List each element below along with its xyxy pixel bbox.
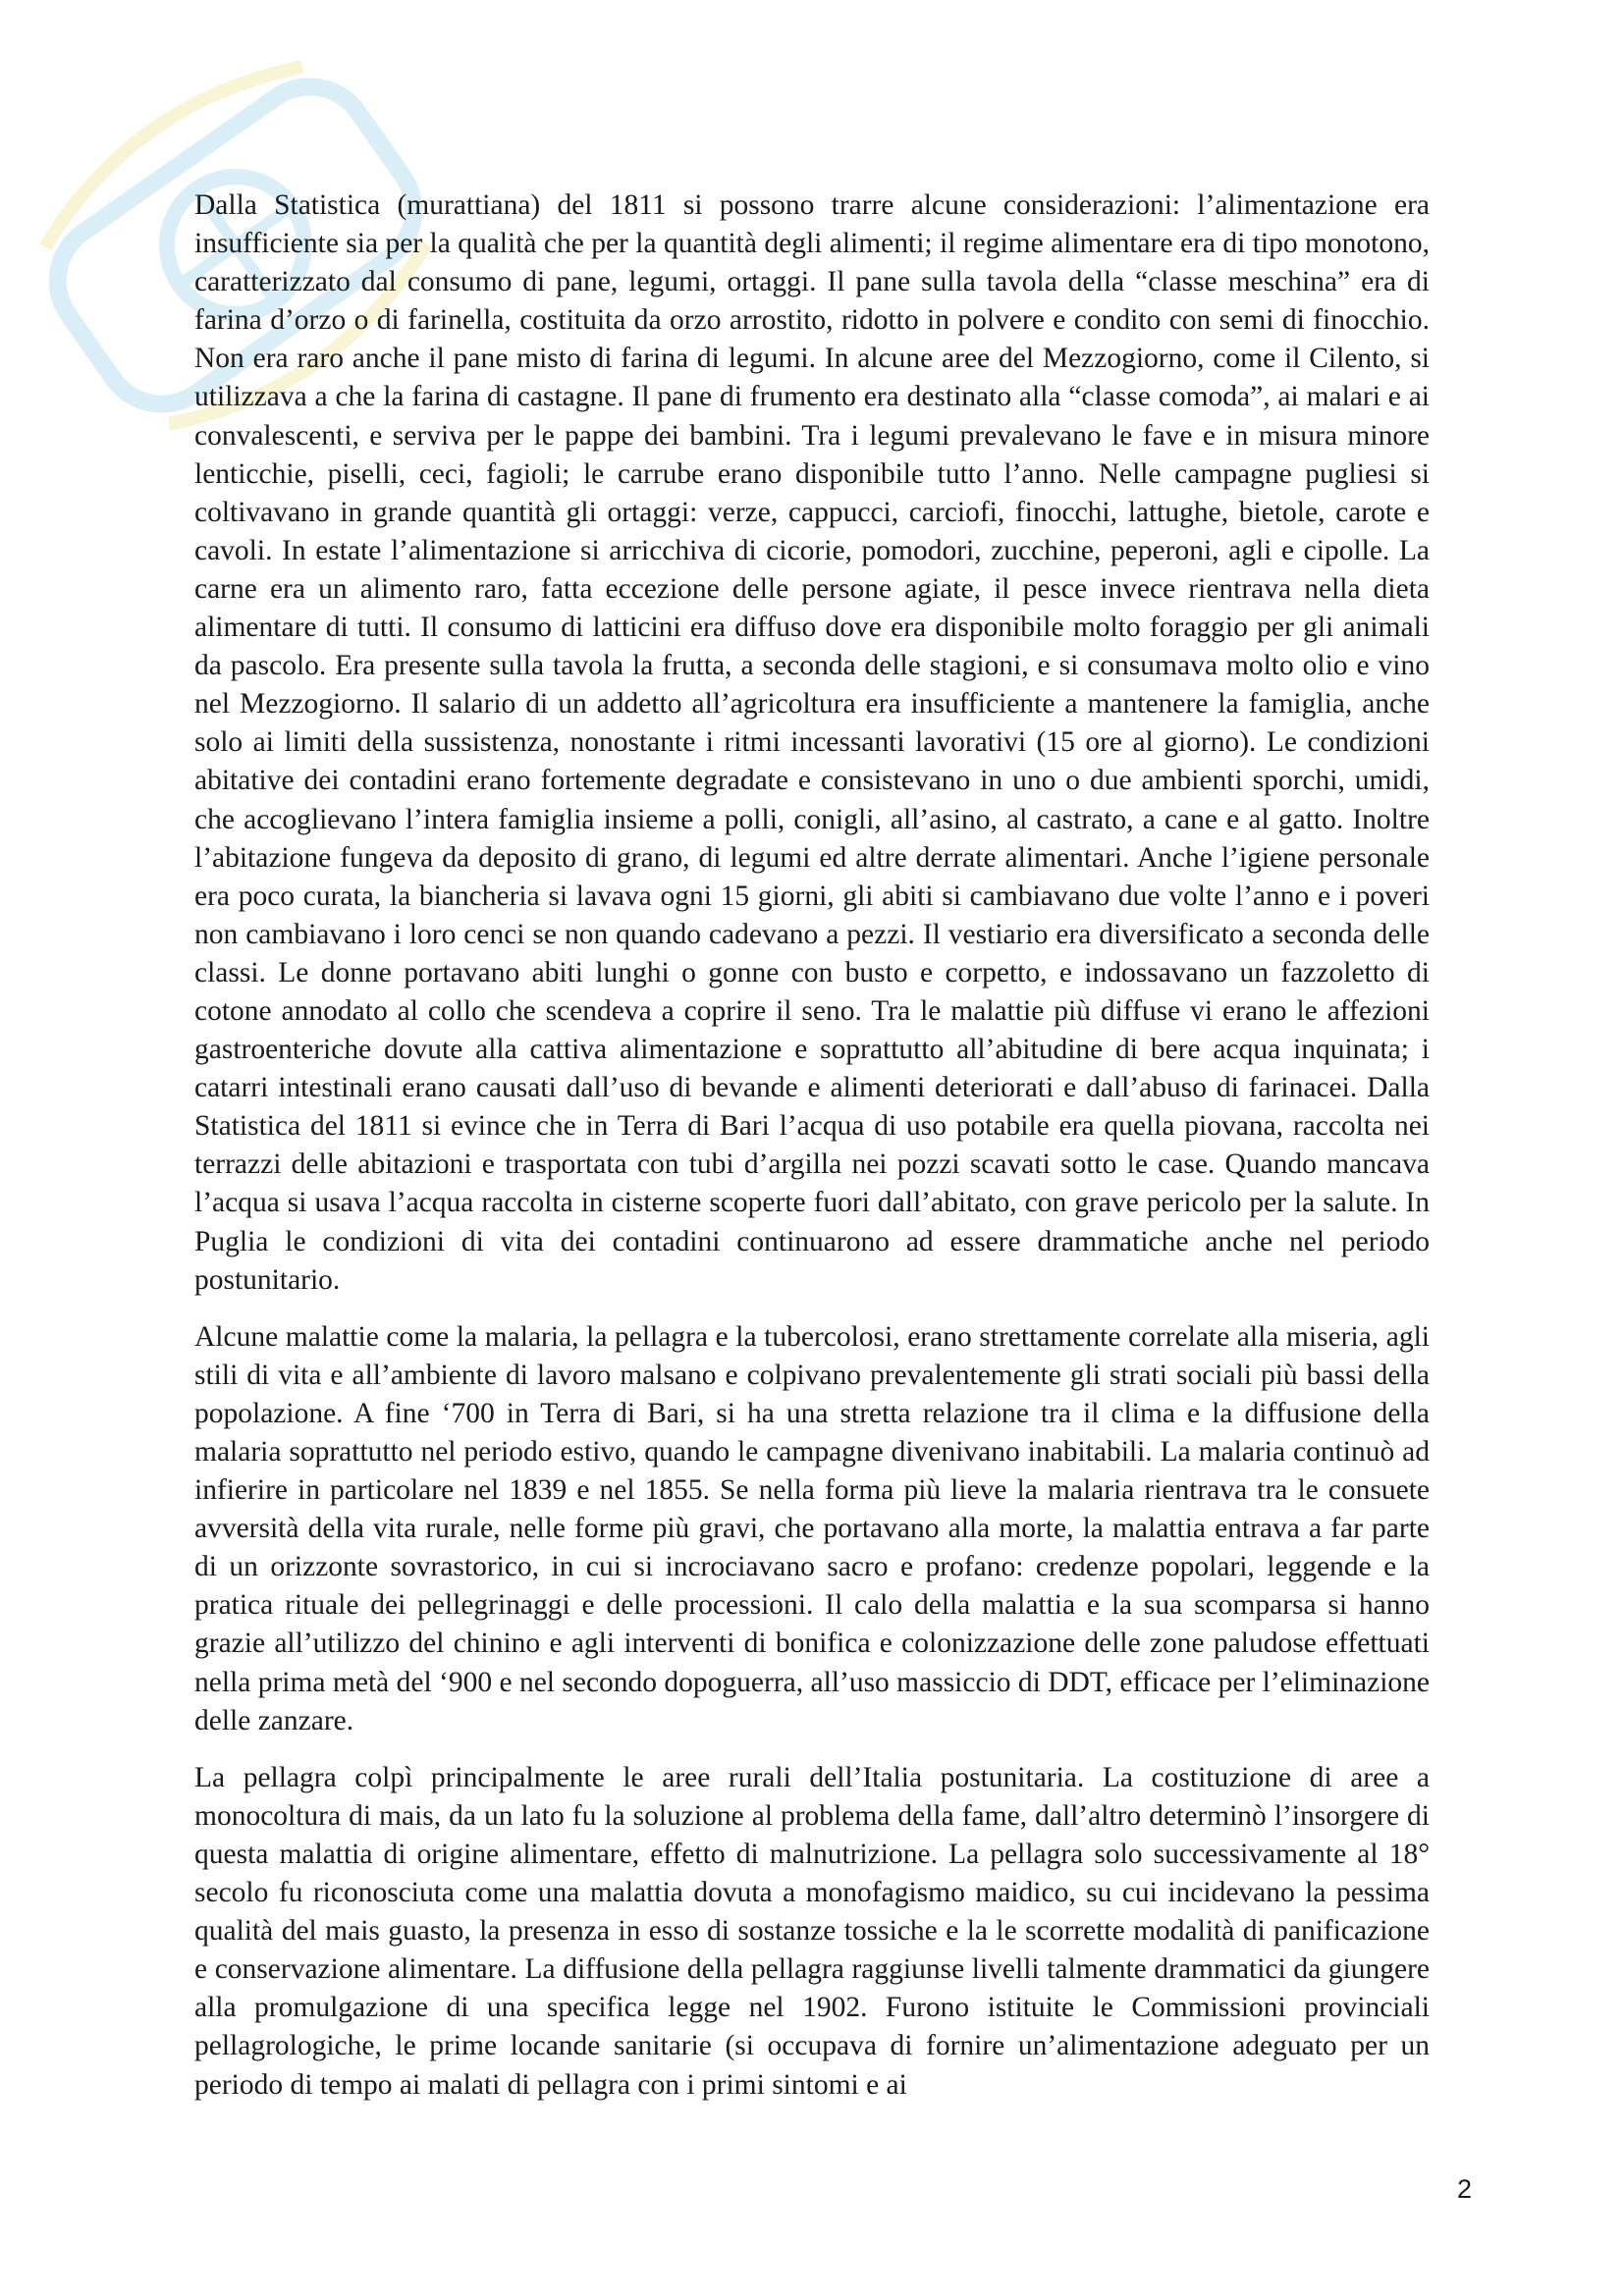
paragraph-1: Dalla Statistica (murattiana) del 1811 si possono trarre alcune considerazioni: l’alimentazione era insufficiente sia per la qualità che per la quantità degli alimenti; il regime alimentare era di tipo monotono, caratterizzato dal consumo di pane, legumi, ortaggi. Il pane sulla tavola della “classe meschina” era di farina d’orzo o di farinella, costituita da orzo arrostito, ridotto in polvere e condito con semi di finocchio. Non era raro anche il pane misto di farina di legumi. In alcune aree del Mezzogiorno, come il Cilento, si utilizzava a che la farina di castagne. Il pane di frumento era destinato alla “classe comoda”, ai malari e ai convalescenti, e serviva per le pappe dei bambini. Tra i legumi prevalevano le fave e in misura minore lenticchie, piselli, ceci, fagioli; le carrube erano disponibile tutto l’anno. Nelle campagne pugliesi si coltivavano in grande quantità gli ortaggi: verze, cappucci, carciofi, finocchi, lattughe, bietole, carote e cavoli. In estate l’alimentazione si arricchiva di cicorie, pomodori, zucchine, peperoni, agli e cipolle. La carne era un alimento raro, fatta eccezione delle persone agiate, il pesce invece rientrava nella dieta alimentare di tutti. Il consumo di latticini era diffuso dove era disponibile molto foraggio per gli animali da pascolo. Era presente sulla tavola la frutta, a seconda delle stagioni, e si consumava molto olio e vino nel Mezzogiorno. Il salario di un addetto all’agricoltura era insufficiente a mantenere la famiglia, anche solo ai limiti della sussistenza, nonostante i ritmi incessanti lavorativi (15 ore al giorno). Le condizioni abitative dei contadini erano fortemente degradate e consistevano in uno o due ambienti sporchi, umidi, che accoglievano l’intera famiglia insieme a polli, conigli, all’asino, al castrato, a cane e al gatto. Inoltre l’abitazione fungeva da deposito di grano, di legumi ed altre derrate alimentari. Anche l’igiene personale era poco curata, la biancheria si lavava ogni 15 giorni, gli abiti si cambiavano due volte l’anno e i poveri non cambiavano i loro cenci se non quando cadevano a pezzi. Il vestiario era diversificato a seconda delle classi. Le donne portavano abiti lunghi o gonne con busto e corpetto, e indossavano un fazzoletto di cotone annodato al collo che scendeva a coprire il seno. Tra le malattie più diffuse vi erano le affezioni gastroenteriche dovute alla cattiva alimentazione e soprattutto all’abitudine di bere acqua inquinata; i catarri intestinali erano causati dall’uso di bevande e alimenti deteriorati e dall’abuso di farinacei. Dalla Statistica del 1811 si evince che in Terra di Bari l’acqua di uso potabile era quella piovana, raccolta nei terrazzi delle abitazioni e trasportata con tubi d’argilla nei pozzi scavati sotto le case. Quando mancava l’acqua si usava l’acqua raccolta in cisterne scoperte fuori dall’abitato, con grave pericolo per la salute. In Puglia le condizioni di vita dei contadini continuarono ad essere drammatiche anche nel periodo postunitario.	[194, 189, 1430, 1296]
page-number: 2	[1456, 2174, 1472, 2204]
paragraph-3: La pellagra colpì principalmente le aree rurali dell’Italia postunitaria. La costituzione di aree a monocoltura di mais, da un lato fu la soluzione al problema della fame, dall’altro determinò l’insorgere di questa malattia di origine alimentare, effetto di malnutrizione. La pellagra solo successivamente al 18° secolo fu riconosciuta come una malattia dovuta a monofagismo maidico, su cui incidevano la pessima qualità del mais guasto, la presenza in esso di sostanze tossiche e la le scorrette modalità di panificazione e conservazione alimentare. La diffusione della pellagra raggiunse livelli talmente drammatici da giungere alla promulgazione di una specifica legge nel 1902. Furono istituite le Commissioni provinciali pellagrologiche, le prime locande sanitarie (si occupava di fornire un’alimentazione adeguato per un periodo di tempo ai malati di pellagra con i primi sintomi e ai	[194, 1761, 1430, 2101]
paragraph-2: Alcune malattie come la malaria, la pellagra e la tubercolosi, erano strettamente correlate alla miseria, agli stili di vita e all’ambiente di lavoro malsano e colpivano prevalentemente gli strati sociali più bassi della popolazione. A fine ‘700 in Terra di Bari, si ha una stretta relazione tra il clima e la diffusione della malaria soprattutto nel periodo estivo, quando le campagne divenivano inabitabili. La malaria continuò ad infierire in particolare nel 1839 e nel 1855. Se nella forma più lieve la malaria rientrava tra le consuete avversità della vita rurale, nelle forme più gravi, che portavano alla morte, la malattia entrava a far parte di un orizzonte sovrastorico, in cui si incrociavano sacro e profano: credenze popolari, leggende e la pratica rituale dei pellegrinaggi e delle processioni. Il calo della malattia e la sua scomparsa si hanno grazie all’utilizzo del chinino e agli interventi di bonifica e colonizzazione delle zone paludose effettuati nella prima metà del ‘900 e nel secondo dopoguerra, all’uso massiccio di DDT, efficace per l’eliminazione delle zanzare.	[194, 1320, 1430, 1736]
document-body	[194, 187, 1430, 2105]
